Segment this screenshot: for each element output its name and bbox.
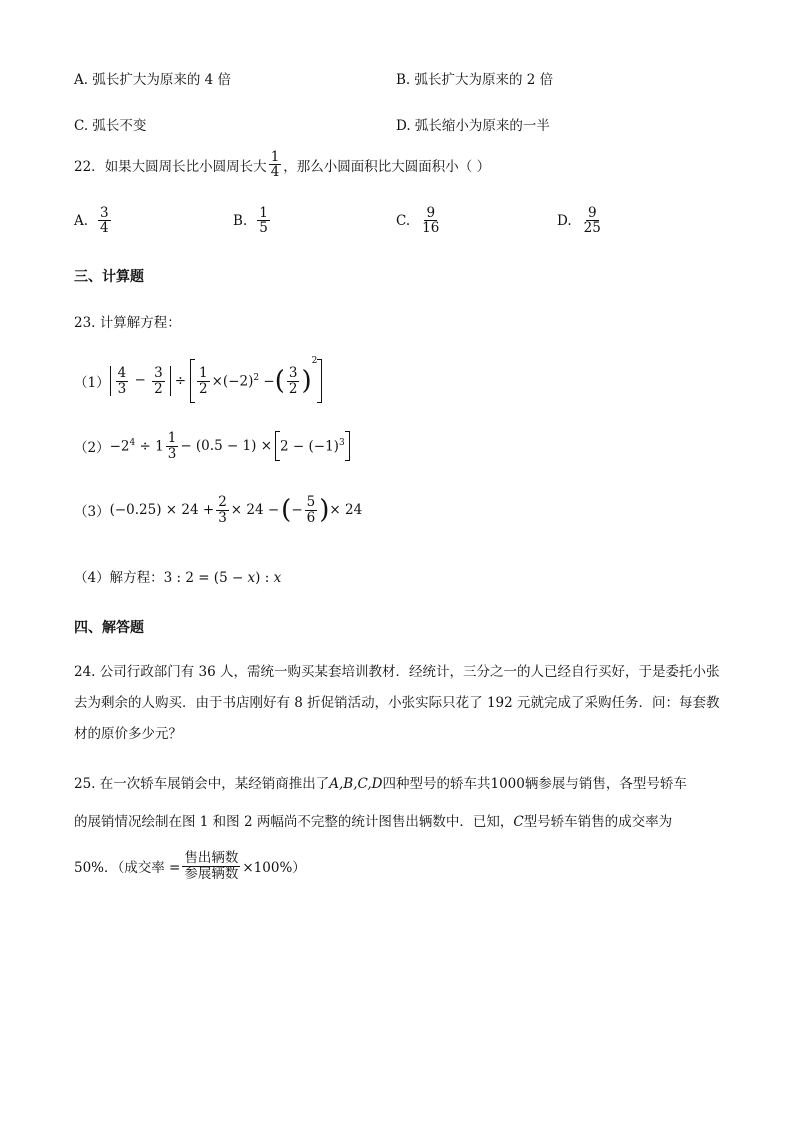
q21-option-c: C. 弧长不变: [74, 118, 147, 134]
section-4-heading: 四、解答题: [74, 620, 144, 636]
q24-text: 24. 公司行政部门有 36 人，需统一购买某套培训教材．经统计，三分之一的人已经自行买好，于是委托小张去为剩余的人购买．由于书店刚好有 8 折促销活动，小张实际只花了 192 元就完成了采购任务．问：每套教材的原价多少元？: [74, 664, 720, 742]
q22-number: 22．: [74, 158, 105, 175]
q25-line-2: 的展销情况绘制在图 1 和图 2 两幅尚不完整的统计图售出辆数中．已知，C型号轿车销售的成交率为: [74, 814, 673, 830]
q23-part-3: （3） (−0.25) × 24 + $\frac{2}{3}$ × 24 − ( − $\frac{5}{6}$ ) × 24: [74, 494, 363, 526]
q22-option-d: D. $\frac{9}{25}$: [557, 205, 601, 237]
section-3-heading: 三、计算题: [74, 269, 144, 285]
q22-option-c: C. $\frac{9}{16}$: [396, 205, 440, 237]
q23-part-1: （1） $\frac{4}{3}$ − $\frac{3}{2}$ ÷ $\frac{1}{2}$ $\times(-2)^2$ − ( $\frac{3}{2}$ ) 2: [74, 356, 322, 406]
q23-part-4: （4）解方程：3 : 2 = (5 − x) : x: [74, 570, 282, 586]
q22-stem-after: ，那么小圆面积比大圆面积小（ ）: [283, 158, 491, 175]
q22-stem-before: 如果大圆周长比小圆周长大: [104, 158, 267, 175]
q22-option-b: B. $\frac{1}{5}$: [233, 205, 268, 237]
q21-option-a: A. 弧长扩大为原来的 4 倍: [74, 72, 232, 88]
q25-line-1: 25. 在一次轿车展销会中，某经销商推出了A,B,C,D四种型号的轿车共1000辆参展与销售，各型号轿车: [74, 776, 687, 792]
q21-option-b: B. 弧长扩大为原来的 2 倍: [396, 72, 554, 88]
q22-stem: [74, 150, 490, 179]
q25-line-3: 50%．（成交率 = $\frac{\text{售出辆数}}{\text{参展辆数}}$ ×100%）: [74, 850, 306, 882]
q21-option-d: D. 弧长缩小为原来的一半: [396, 118, 550, 134]
q22-option-a: A. $\frac{3}{4}$: [74, 205, 109, 237]
absolute-value: $\frac{4}{3}$ − $\frac{3}{2}$: [110, 366, 171, 395]
q23-part-2: （2） $-2^4 \div 1$ $\frac{1}{3}$ − (0.5 − 1) × $2 - (-1)^3$: [74, 426, 350, 466]
q22-fraction: $\frac{1}{4}$: [270, 149, 280, 181]
q23-intro: 23. 计算解方程：: [74, 315, 181, 331]
q25-rate-fraction: $\frac{\text{售出辆数}}{\text{参展辆数}}$: [184, 850, 239, 882]
